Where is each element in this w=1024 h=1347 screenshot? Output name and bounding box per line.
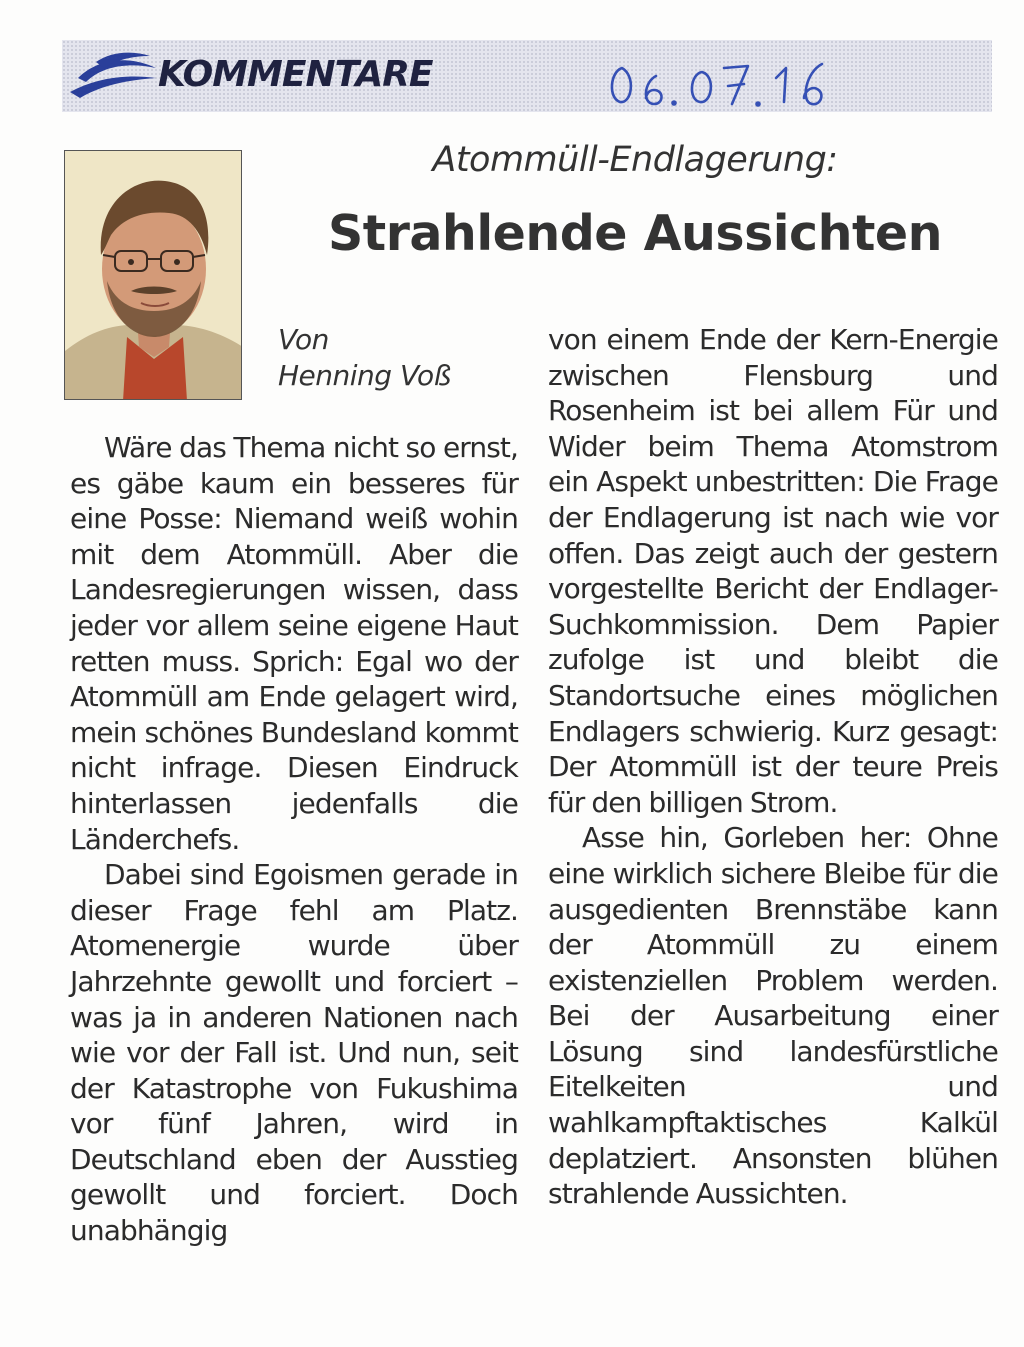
article-column-right: [548, 322, 998, 1212]
article-paragraph: Wäre das Thema nicht so ernst, es gäbe kaum ein besseres für eine Posse: Niemand weiß wohin mit dem Atommüll. Aber die Landesregierungen wissen, dass jeder vor allem seine eigene Haut retten muss. Sprich: Egal wo der Atommüll am Ende gelagert wird, mein schönes Bundesland kommt nicht infrage. Diesen Eindruck hinterlassen jedenfalls die Länderchefs.: [70, 431, 518, 856]
article-paragraph: von einem Ende der Kern-Energie zwischen Flensburg und Rosenheim ist bei allem Für und Wider beim Thema Atomstrom ein Aspekt unbestritten: Die Frage der Endlagerung ist nach wie vor offen. Das zeigt auch der gestern vorgestellte Bericht der Endlager-Suchkommission. Dem Papier zufolge ist und bleibt die Standortsuche eines möglichen Endlagers schwierig. Kurz gesagt: Der Atommüll ist der teure Preis für den billigen Strom.: [548, 323, 998, 819]
byline: [278, 322, 451, 394]
swoosh-logo-icon: [66, 48, 158, 108]
section-title: KOMMENTARE: [158, 54, 433, 95]
byline-author: Henning Voß: [278, 359, 451, 392]
article-paragraph: Asse hin, Gorleben her: Ohne eine wirklich sichere Bleibe für die ausgedienten Brennstäbe kann der Atommüll zu einem existenziellen Problem werden. Bei der Ausarbeitung einer Lösung sind landesfürstliche Eitelkeiten und wahlkampftaktisches Kalkül deplatziert. Ansonsten blühen strahlende Aussichten.: [548, 821, 998, 1211]
article-headline: Strahlende Aussichten: [327, 205, 942, 262]
handwritten-date: [600, 46, 850, 116]
byline-von: Von: [278, 323, 329, 356]
article-paragraph: Dabei sind Egoismen gerade in dieser Frage fehl am Platz. Atomenergie wurde über Jahrzehnte gewollt und forciert – was ja in anderen Nationen nach wie vor der Fall ist. Und nun, seit der Katastrophe von Fukushima vor fünf Jahren, wird in Deutschland eben der Ausstieg gewollt und forciert. Doch unabhängig: [70, 858, 518, 1248]
article-kicker: Atommüll-Endlagerung:: [432, 140, 838, 180]
article-column-left: [70, 430, 518, 1249]
author-portrait: [64, 150, 242, 400]
